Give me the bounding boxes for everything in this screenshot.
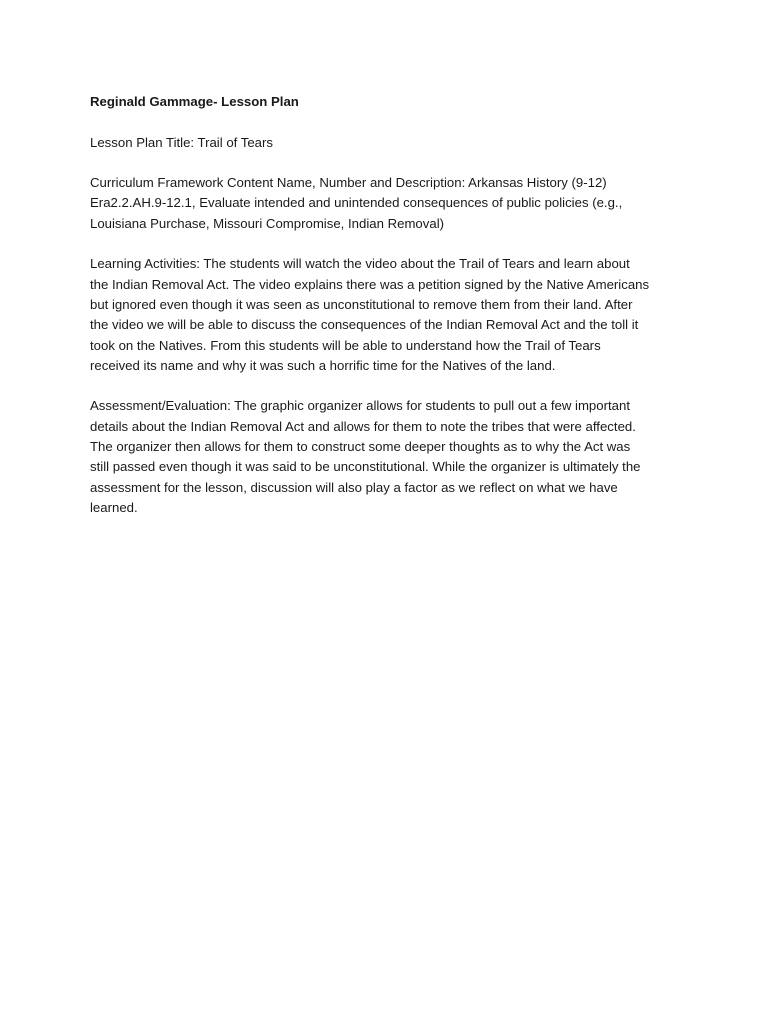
text-line: but ignored even though it was seen as unconstitutional to remove them from their land. After [90, 296, 633, 312]
curriculum-paragraph [90, 173, 690, 234]
text-line: Assessment/Evaluation: The graphic organizer allows for students to pull out a few important [90, 398, 630, 414]
text-line: the Indian Removal Act. The video explains there was a petition signed by the Native Americans [90, 276, 650, 292]
text-line: took on the Natives. From this students will be able to understand how the Trail of Tears [90, 337, 601, 353]
assessment-paragraph [90, 396, 690, 518]
document-body [90, 92, 690, 539]
text-line: assessment for the lesson, discussion will also play a factor as we reflect on what we have [90, 479, 618, 495]
text-line: learned. [90, 499, 138, 515]
text-line: the video we will be able to discuss the consequences of the Indian Removal Act and the toll it [90, 317, 639, 333]
lesson-plan-title: Lesson Plan Title: Trail of Tears [90, 134, 274, 150]
text-line: Louisiana Purchase, Missouri Compromise, Indian Removal) [90, 215, 445, 231]
text-line: Era2.2.AH.9-12.1, Evaluate intended and unintended consequences of public policies (e.g., [90, 195, 623, 211]
learning-activities-paragraph [90, 254, 690, 376]
text-line: Curriculum Framework Content Name, Number and Description: Arkansas History (9-12) [90, 175, 607, 191]
text-line: The organizer then allows for them to construct some deeper thoughts as to why the Act was [90, 439, 631, 455]
document-heading: Reginald Gammage- Lesson Plan [90, 94, 299, 109]
text-line: received its name and why it was such a horrific time for the Natives of the land. [90, 357, 556, 373]
text-line: Learning Activities: The students will watch the video about the Trail of Tears and learn about [90, 256, 630, 272]
text-line: still passed even though it was said to be unconstitutional. While the organizer is ultimately the [90, 459, 641, 475]
text-line: details about the Indian Removal Act and allows for them to note the tribes that were affected. [90, 418, 636, 434]
